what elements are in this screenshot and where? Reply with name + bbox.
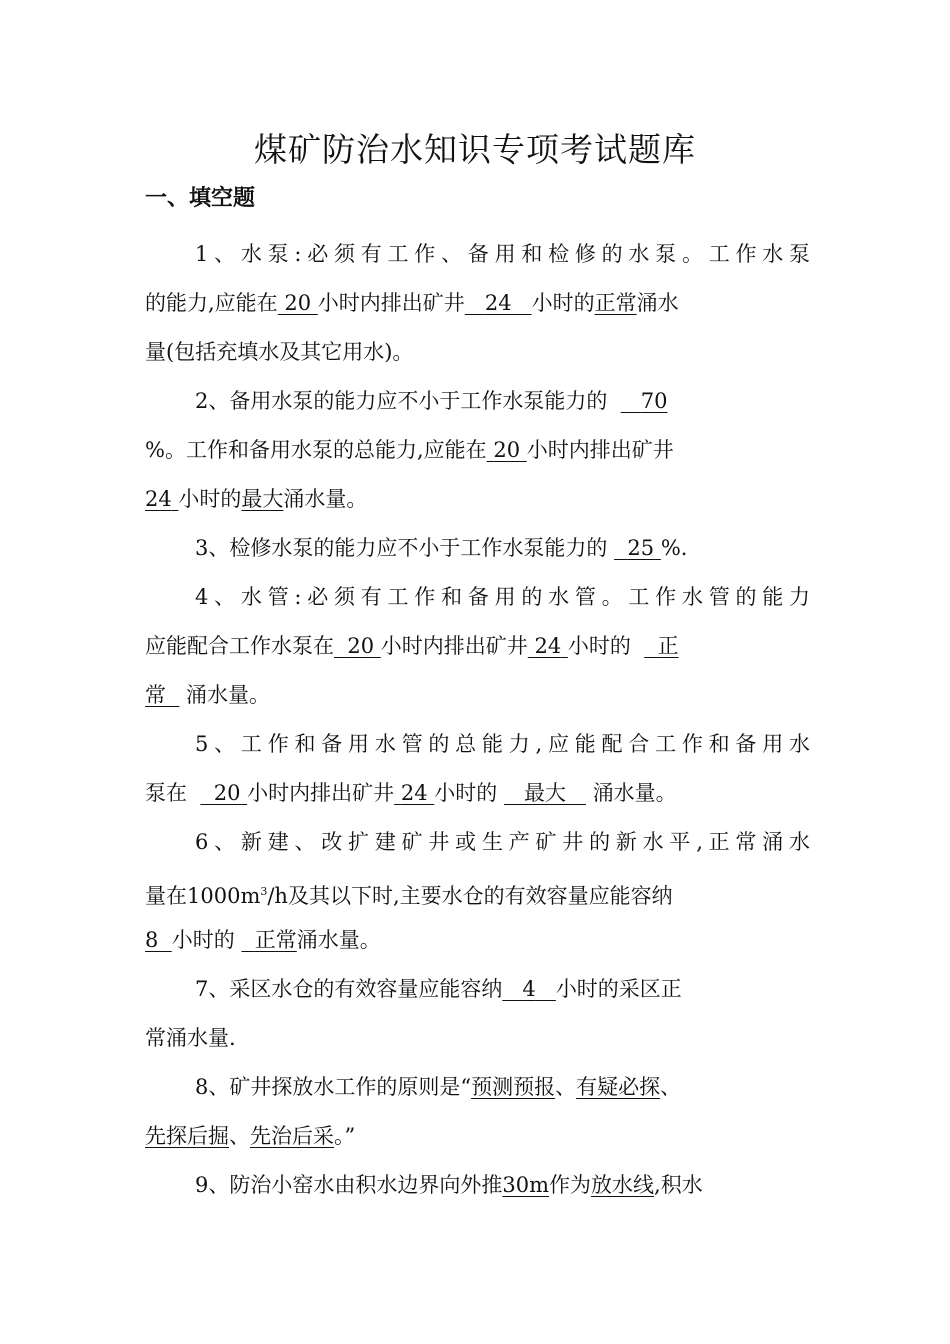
question-7-line-2: 常涌水量. xyxy=(145,1026,236,1050)
question-9-line-1: 9、防治小窑水由积水边界向外推30m作为放水线,积水 xyxy=(195,1173,703,1197)
blank-answer: 正常 xyxy=(254,928,297,952)
question-7-line-1: 7、采区水仓的有效容量应能容纳 4 小时的采区正 xyxy=(195,977,682,1001)
question-5-line-1: 5、工作和备用水管的总能力,应能配合工作和备用水 xyxy=(195,732,810,756)
blank-answer: 放水线 xyxy=(591,1173,655,1197)
question-1-line-2: 的能力,应能在 20 小时内排出矿井 24 小时的正常涌水 xyxy=(145,291,679,315)
blank-answer: 24 xyxy=(534,634,562,658)
blank-answer: 正 xyxy=(657,634,679,658)
blank-answer: 最大 xyxy=(523,781,566,805)
blank-answer: 20 xyxy=(347,634,375,658)
question-1-line-3: 量(包括充填水及其它用水)。 xyxy=(145,340,414,364)
blank-answer: 24 xyxy=(484,291,512,315)
question-8-line-1: 8、矿井探放水工作的原则是“预测预报、有疑必探、 xyxy=(195,1075,682,1099)
question-list xyxy=(145,230,810,1210)
question-2-line-3: 24 小时的最大涌水量。 xyxy=(145,487,368,511)
blank-answer: 正常 xyxy=(594,291,637,315)
document-title: 煤矿防治水知识专项考试题库 xyxy=(254,130,696,169)
question-4-line-1: 4、水管:必须有工作和备用的水管。工作水管的能力 xyxy=(195,585,810,609)
blank-answer: 70 xyxy=(640,389,668,413)
blank-answer: 20 xyxy=(213,781,241,805)
question-2-line-1: 2、备用水泵的能力应不小于工作水泵能力的 70 xyxy=(195,389,668,413)
blank-answer: 20 xyxy=(493,438,521,462)
blank-answer: 最大 xyxy=(241,487,284,511)
question-1-line-1: 1、水泵:必须有工作、备用和检修的水泵。工作水泵 xyxy=(195,242,810,266)
blank-answer: 常 xyxy=(145,683,166,707)
question-4-line-2: 应能配合工作水泵在 20 小时内排出矿井 24 小时的 正 xyxy=(145,634,679,658)
blank-answer: 25 xyxy=(627,536,655,560)
question-8-line-2: 先探后掘、先治后采。” xyxy=(145,1124,356,1148)
question-4-line-3: 常 涌水量。 xyxy=(145,683,271,707)
blank-answer: 预测预报 xyxy=(471,1075,556,1099)
blank-answer: 有疑必探 xyxy=(576,1075,661,1099)
blank-answer: 20 xyxy=(284,291,312,315)
blank-answer: 24 xyxy=(145,487,172,511)
question-3-line-1: 3、检修水泵的能力应不小于工作水泵能力的 25 %. xyxy=(195,536,688,560)
question-6-line-3: 8 小时的 正常涌水量。 xyxy=(145,928,381,952)
blank-answer: 先探后掘 xyxy=(145,1124,229,1148)
question-6-line-2: 量在$1000m^3/h$及其以下时,主要水仓的有效容量应能容纳 xyxy=(145,884,673,908)
blank-answer: 24 xyxy=(400,781,428,805)
section-heading: 一、填空题 xyxy=(145,186,256,211)
question-5-line-2: 泵在 20 小时内排出矿井 24 小时的 最大 涌水量。 xyxy=(145,781,677,805)
blank-answer: 先治后采 xyxy=(250,1124,334,1148)
blank-answer: 4 xyxy=(522,977,536,1001)
blank-answer: 30m xyxy=(502,1173,550,1197)
blank-answer: 8 xyxy=(145,928,159,952)
question-6-line-1: 6、新建、改扩建矿井或生产矿井的新水平,正常涌水 xyxy=(195,830,810,854)
question-2-line-2: %。工作和备用水泵的总能力,应能在 20 小时内排出矿井 xyxy=(145,438,674,462)
